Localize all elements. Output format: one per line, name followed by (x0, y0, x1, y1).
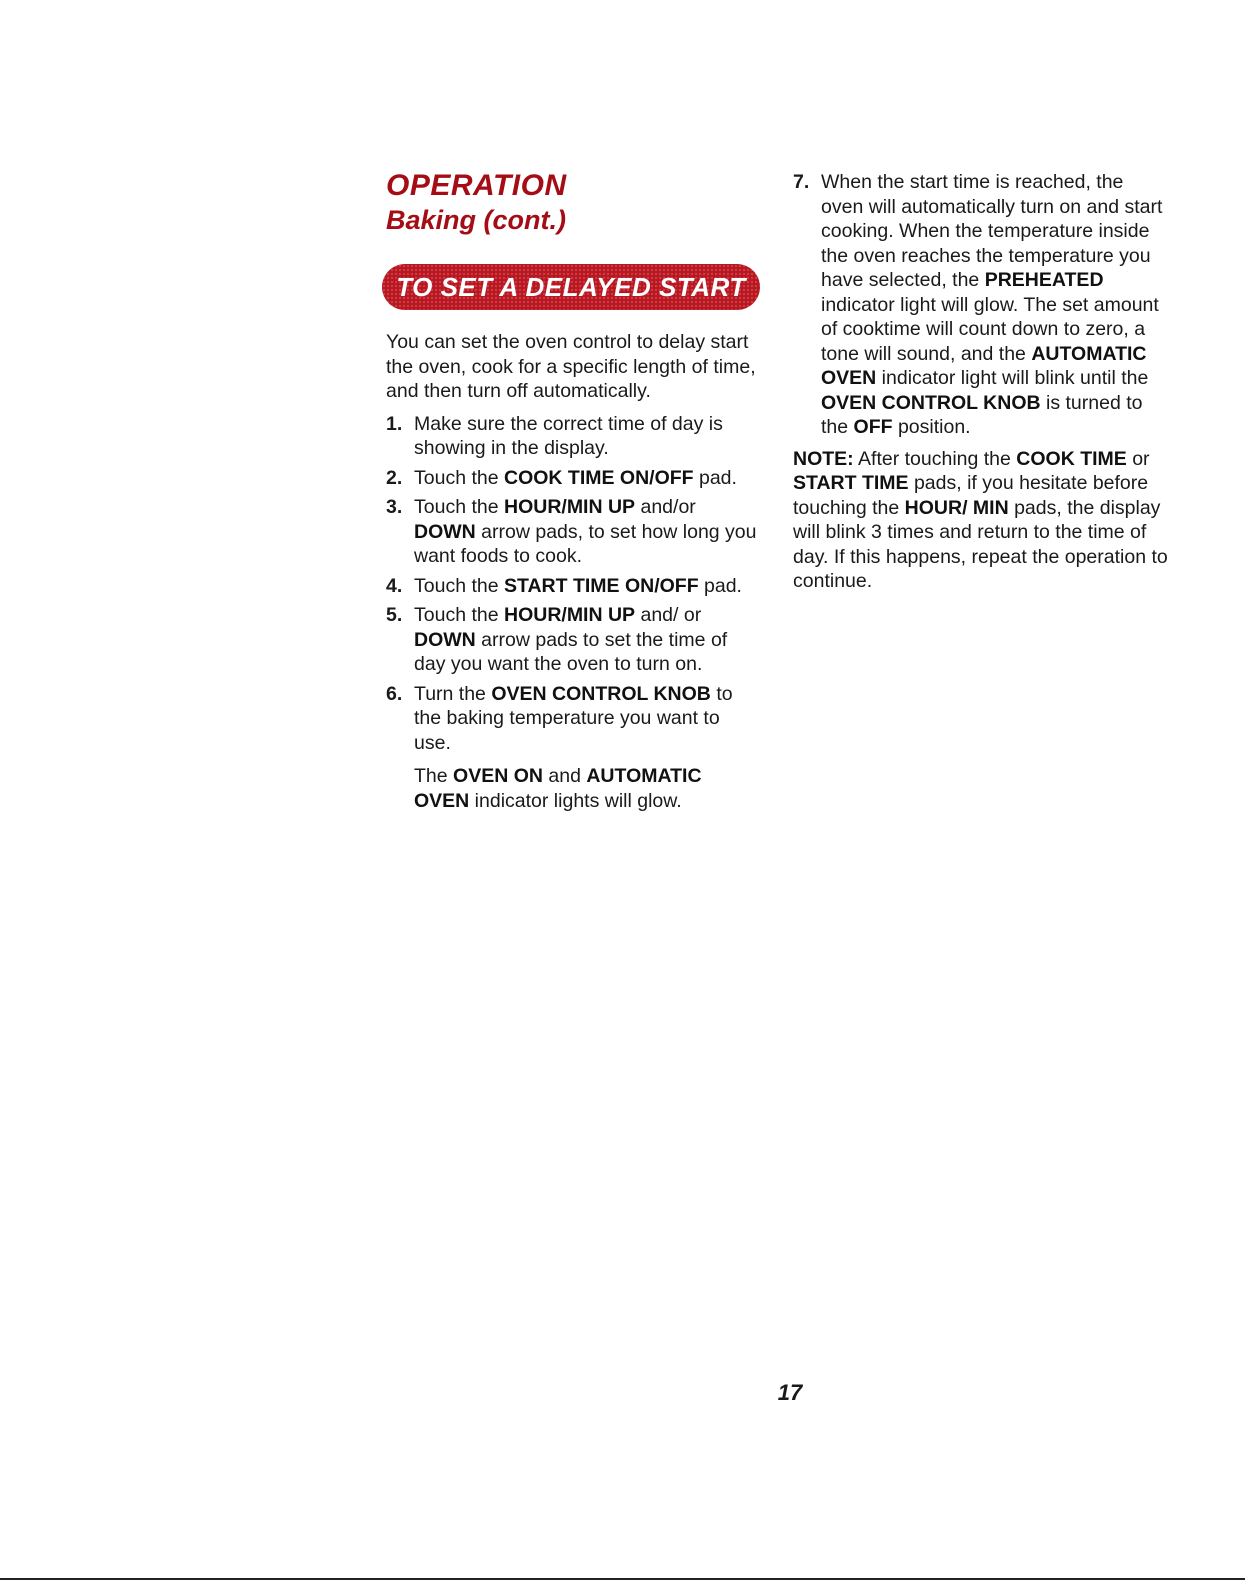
step-text: Touch the HOUR/MIN UP and/or DOWN arrow pads, to set how long you want foods to cook. (414, 496, 757, 567)
step-number: 7. (793, 171, 810, 193)
note-paragraph: NOTE: After touching the COOK TIME or START TIME pads, if you hesitate before touching the HOUR/ MIN pads, the display will blink 3 times and return to the time of day. If this happens, repeat the operation to continue. (793, 447, 1168, 592)
step-number: 2. (386, 466, 403, 489)
steps-list-left (386, 412, 758, 814)
step-text: Touch the HOUR/MIN UP and/ or DOWN arrow pads to set the time of day you want the oven to turn on. (414, 604, 728, 675)
step-number: 3. (386, 496, 403, 518)
left-column (386, 170, 758, 818)
page-number: 17 (777, 1380, 803, 1405)
step-number: 4. (386, 574, 403, 597)
section-subtitle: Baking (cont.) (386, 205, 566, 235)
step-text: Touch the START TIME ON/OFF pad. (414, 574, 742, 597)
step-number: 6. (386, 682, 403, 705)
step-text: Turn the OVEN CONTROL KNOB to the baking temperature you want to use. The OVEN ON and AUTOMATIC OVEN indicator lights will glow. (414, 682, 758, 814)
step-item-3 (386, 495, 758, 569)
step-number: 5. (386, 604, 403, 626)
step-text: When the start time is reached, the oven will automatically turn on and start cooking. When the temperature inside the oven reaches the temperature you have selected, the PREHEATED indicator light will glow. The set amount of cooktime will count down to zero, a tone will sound, and the AUTOMATIC OVEN indicator light will blink until the OVEN CONTROL KNOB is turned to the OFF position. (821, 171, 1163, 438)
step-extra-text: The OVEN ON and AUTOMATIC OVEN indicator lights will glow. (414, 765, 702, 812)
step-item-2 (386, 466, 758, 491)
step-item-7 (793, 170, 1168, 440)
intro-paragraph: You can set the oven control to delay start the oven, cook for a specific length of time, and then turn off automatically. (386, 331, 756, 402)
right-column (793, 170, 1168, 594)
steps-list-right (793, 170, 1168, 440)
step-item-4 (386, 574, 758, 599)
step-number: 1. (386, 412, 403, 435)
bottom-rule (0, 1578, 1245, 1580)
delayed-start-banner: TO SET A DELAYED START (382, 264, 760, 310)
section-title: OPERATION (386, 169, 567, 202)
step-item-6 (386, 682, 758, 814)
step-text: Make sure the correct time of day is showing in the display. (414, 412, 723, 459)
step-item-1 (386, 412, 758, 461)
step-text: Touch the COOK TIME ON/OFF pad. (414, 466, 737, 489)
step-item-5 (386, 603, 758, 677)
